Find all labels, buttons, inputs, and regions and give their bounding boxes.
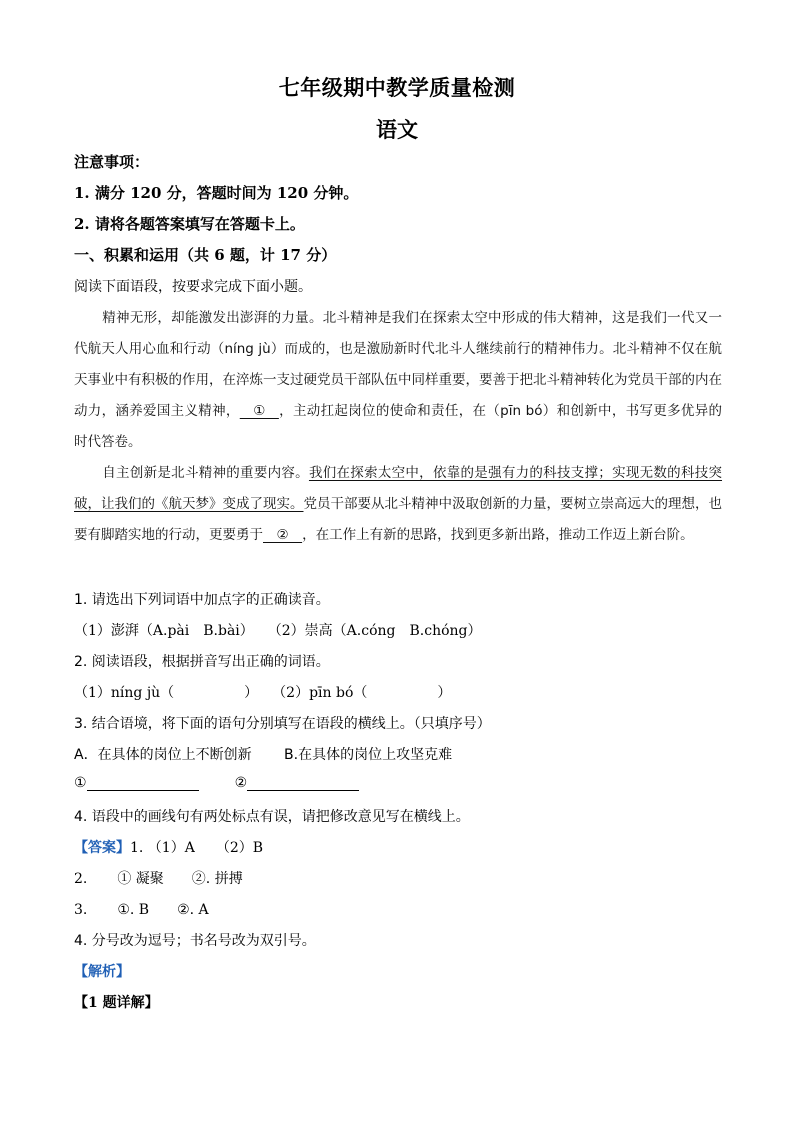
notes-item-1: 1. 满分 120 分，答题时间为 120 分钟。 — [74, 184, 359, 202]
analysis-label: 【解析】 — [74, 964, 130, 980]
section-instruction: 阅读下面语段，按要求完成下面小题。 — [74, 279, 312, 295]
passage-p1-text-end: ，主动扛起岗位的使命和责任，在（pīn bó）和创新中，书写更多优异的时代答卷。 — [74, 403, 723, 450]
answer-label: 【答案】 — [74, 840, 130, 856]
answer-row-2 — [74, 868, 243, 888]
answer-line-2 — [247, 775, 359, 791]
passage-p1-text: 精神无形，却能激发出澎湃的力量。北斗精神是我们在探索太空中形成的伟大精神，这是我们一代又一代航天人用心血和行动（níng jù）而成的，也是激励新时代北斗人继续前行的精神伟力。北斗精神不仅在航天事业中有积极的作用，在淬炼一支过硬党员干部队伍中同样重要，要善于把北斗精神转化为党员干部的内在动力，涵养爱国主义精神， — [74, 310, 722, 419]
answer-line-2-mark: ② — [234, 775, 248, 791]
passage-paragraph-1 — [74, 303, 722, 458]
question-2-options: （1）níng jù（ ） （2）pīn bó（ ） — [74, 685, 452, 701]
question-2: 2. 阅读语段，根据拼音写出正确的词语。 — [74, 654, 330, 670]
answer-row-1 — [74, 837, 263, 857]
analysis-detail-heading: 【1 题详解】 — [74, 995, 159, 1011]
page-title: 七年级期中教学质量检测 — [278, 75, 516, 100]
answer-row-3 — [74, 899, 209, 919]
question-4: 4. 语段中的画线句有两处标点有误，请把修改意见写在横线上。 — [74, 809, 470, 825]
question-1: 1. 请选出下列词语中加点字的正确读音。 — [74, 592, 330, 608]
passage-underlined-sentence: 我们在探索太空中，依靠的是强有力的科技支撑；实现无数的科技突破，让我们的《航天梦》变成了现实。 — [74, 465, 723, 512]
answer-3-number: 3. — [74, 902, 88, 918]
answer-2: ① 凝聚 ②. 拼搏 — [117, 871, 243, 887]
passage-p2-text-end: ，在工作上有新的思路，找到更多新出路，推动工作迈上新台阶。 — [302, 527, 694, 543]
notes-heading: 注意事项： — [74, 153, 150, 171]
section-heading: 一、积累和运用（共 6 题，计 17 分） — [74, 246, 337, 264]
subject-title: 语文 — [376, 117, 418, 142]
answer-line-1-mark: ① — [74, 775, 87, 791]
passage-blank-2: ② — [263, 527, 303, 543]
answer-3: ①. B ②. A — [117, 902, 209, 918]
passage-blank-1: ① — [239, 403, 279, 419]
passage-p2-text-mid: 党员干部要从北斗精神中汲取创新的力量，要树立崇高远大的理想，也要有脚踏实地的行动，更要勇于 — [74, 496, 722, 543]
answer-2-number: 2. — [74, 871, 88, 887]
answer-4: 4. 分号改为逗号；书名号改为双引号。 — [74, 933, 316, 949]
answer-1: 1. （1）A （2）B — [130, 840, 264, 856]
question-3-options: A．在具体的岗位上不断创新 B.在具体的岗位上攻坚克难 — [74, 747, 453, 763]
notes-item-2: 2. 请将各题答案填写在答题卡上。 — [74, 215, 305, 233]
passage-p2-text: 自主创新是北斗精神的重要内容。 — [102, 465, 309, 481]
answer-line-1 — [87, 775, 199, 791]
question-3: 3. 结合语境，将下面的语句分别填写在语段的横线上。（只填序号） — [74, 716, 491, 732]
question-3-answer-lines — [74, 775, 359, 791]
passage-paragraph-2 — [74, 458, 722, 551]
question-1-options: （1）澎湃（A.pài B.bài） （2）崇高（A.cóng B.chóng） — [74, 623, 482, 639]
